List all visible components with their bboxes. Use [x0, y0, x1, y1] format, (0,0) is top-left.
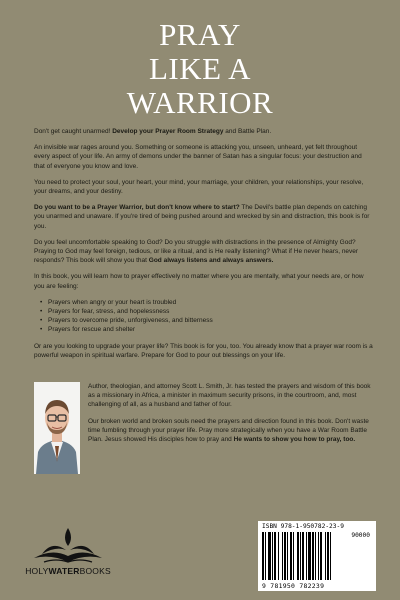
title-line-1: PRAY	[159, 17, 241, 52]
p4-text: The Devil's battle plan depends on catching you unarmed and unaware. If you're tired of being pushed around and wrecked by sin and distraction, this book is for you.	[34, 204, 370, 230]
publisher-part-1: HOLY	[25, 566, 49, 576]
isbn-text: ISBN 978-1-950782-23-9	[262, 523, 344, 530]
list-item: • Prayers to overcome pride, unforgiveness, and bitterness	[40, 316, 374, 325]
blurb-paragraph-7: Or are you looking to upgrade your prayer life? This book is for you, too. You already know that a prayer war room is a powerful weapon in spiritual warfare. Prepare for God to pour out blessings on your life.	[34, 342, 373, 359]
blurb-paragraph-1	[34, 127, 374, 136]
p4-bold: Do you want to be a Prayer Warrior, but don't know where to start?	[34, 204, 240, 212]
publisher-part-2: WATER	[48, 566, 80, 576]
author-p2-bold: He wants to show you how to pray, too.	[233, 436, 356, 444]
author-photo	[34, 382, 80, 474]
barcode-icon	[262, 532, 344, 582]
list-item: • Prayers for fear, stress, and hopelessness	[40, 307, 374, 316]
p5-text: Do you feel uncomfortable speaking to God? Do you struggle with distractions in the presence of Almighty God? Praying to God may feel foreign, tedious, or like a ritual, and is He really listening? What if He never hears, never responds? This book will show you that	[34, 238, 359, 265]
blurb-paragraph-5	[34, 238, 374, 266]
p1-bold: Develop your Prayer Room Strategy	[112, 128, 224, 135]
price-code: 90000	[351, 532, 370, 539]
p5-bold: God always listens and always answers.	[148, 257, 274, 265]
list-item: • Prayers for rescue and shelter	[40, 325, 374, 334]
author-paragraph-1: Author, theologian, and attorney Scott L. Smith, Jr. has tested the prayers and wisdom of this book as a missionary in Africa, a minister in maximum security prisons, in the courtroom, and, most challenging of all, as a husband and father of four.	[88, 383, 371, 409]
publisher-emblem-icon	[12, 524, 124, 566]
blurb-paragraph-2: An invisible war rages around you. Something or someone is attacking you, unseen, unheard, yet felt throughout every aspect of your life. An army of demons under the banner of Satan has a singular focus: your destruction and that of everyone you know and love.	[34, 144, 362, 170]
author-p2-text: Our broken world and broken souls need the prayers and direction found in this book. Don't waste time fumbling through your prayer life. Pray more strategically when you have a War Room Battle Plan. Jesus showed His disciples how to pray and	[88, 417, 369, 444]
barcode-number: 9 781950 782239	[262, 582, 325, 590]
author-paragraph-2	[88, 417, 374, 445]
book-title	[0, 18, 400, 120]
list-item: • Prayers when angry or your heart is troubled	[40, 298, 374, 307]
blurb-paragraph-4	[34, 203, 374, 231]
p1-text-a: Don't get caught unarmed!	[34, 128, 113, 135]
title-line-3: WARRIOR	[126, 85, 274, 120]
title-line-2: LIKE A	[148, 51, 251, 86]
barcode-block	[258, 521, 376, 591]
blurb-paragraph-6: In this book, you will learn how to prayer effectively no matter where you are mentally, what your needs are, or how you are feeling:	[34, 273, 364, 290]
blurb	[34, 127, 374, 367]
needs-list	[40, 298, 374, 335]
author-bio	[88, 382, 374, 451]
publisher-logo	[12, 524, 124, 584]
p1-text-c: and Battle Plan.	[223, 128, 272, 135]
publisher-part-3: BOOKS	[79, 566, 111, 576]
blurb-paragraph-3: You need to protect your soul, your heart, your mind, your marriage, your children, your relationships, your resolve, your dreams, and your destiny.	[34, 178, 364, 196]
publisher-name	[12, 566, 124, 576]
